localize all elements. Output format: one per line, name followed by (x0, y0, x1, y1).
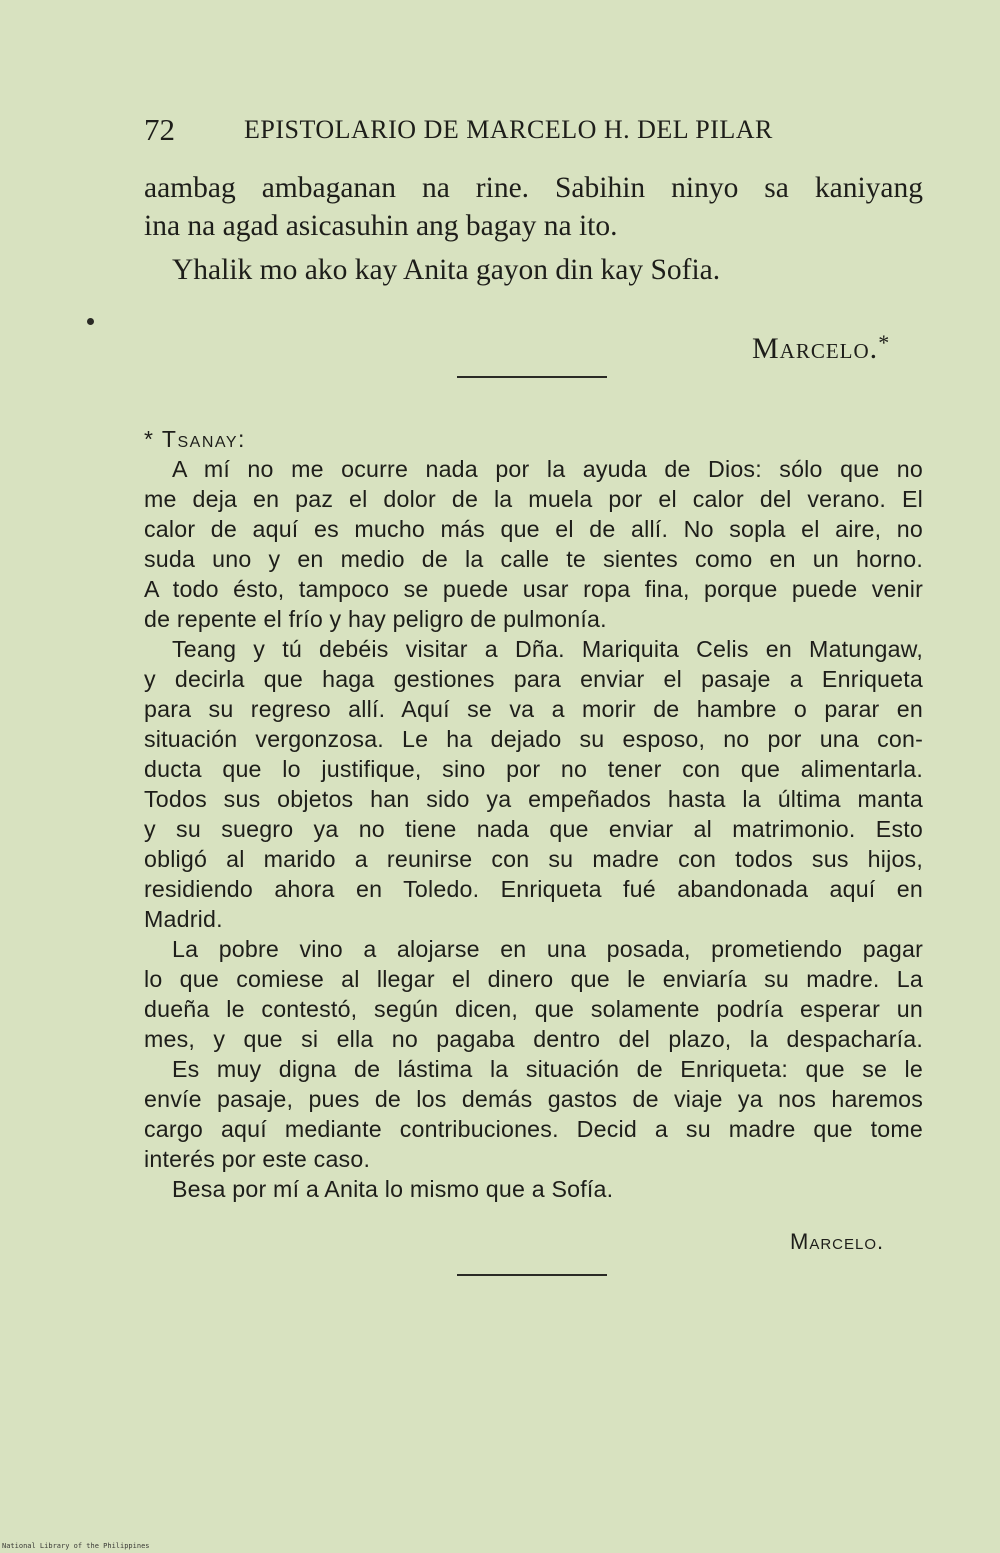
section-divider (457, 376, 607, 378)
footnote-line: A mí no me ocurre nada por la ayuda de Dios: sólo que no (172, 456, 923, 482)
footnote-line: y decirla que haga gestiones para enviar el pasaje a Enriqueta (144, 666, 923, 692)
footnote-line: A todo ésto, tampoco se puede usar ropa fina, porque puede venir (144, 576, 923, 602)
library-credit: National Library of the Philippines (2, 1542, 150, 1550)
footnote-line: dueña le contestó, según dicen, que solamente podría esperar un (144, 996, 923, 1022)
footnote-line: Es muy digna de lástima la situación de Enriqueta: que se le (172, 1056, 923, 1082)
footnote-signature: Marcelo. (790, 1229, 885, 1254)
footnote-line: para su regreso allí. Aquí se va a morir de hambre o parar en (144, 696, 923, 722)
tagalog-line: Yhalik mo ako kay Anita gayon din kay Sofia. (172, 254, 721, 286)
signature-text: Marcelo. (752, 332, 879, 365)
section-divider (457, 1274, 607, 1276)
page-number: 72 (144, 112, 175, 147)
footnote-line: de repente el frío y hay peligro de pulmonía. (144, 606, 607, 632)
footnote-line: interés por este caso. (144, 1146, 371, 1172)
footnote-line: La pobre vino a alojarse en una posada, prometiendo pagar (172, 936, 923, 962)
stray-mark (87, 318, 94, 325)
footnote-line: Teang y tú debéis visitar a Dña. Mariquita Celis en Matungaw, (172, 636, 923, 662)
footnote-marker: * (878, 330, 891, 355)
footnote-line: lo que comiese al llegar el dinero que le enviaría su madre. La (144, 966, 923, 992)
footnote-line: Madrid. (144, 906, 223, 932)
tagalog-line: aambag ambaganan na rine. Sabihin ninyo sa kaniyang (144, 172, 923, 204)
footnote-line: y su suegro ya no tiene nada que enviar al matrimonio. Esto (144, 816, 923, 842)
tagalog-line: ina na agad asicasuhin ang bagay na ito. (144, 210, 618, 242)
footnote-line: calor de aquí es mucho más que el de allí. No sopla el aire, no (144, 516, 923, 542)
footnote-label: * Tsanay: (144, 426, 246, 452)
footnote-line: me deja en paz el dolor de la muela por el calor del verano. El (144, 486, 923, 512)
footnote-line: residiendo ahora en Toledo. Enriqueta fué abandonada aquí en (144, 876, 923, 902)
tagalog-signature (752, 330, 890, 366)
footnote-line: suda uno y en medio de la calle te sientes como en un horno. (144, 546, 923, 572)
footnote-line: obligó al marido a reunirse con su madre con todos sus hijos, (144, 846, 923, 872)
running-title: EPISTOLARIO DE MARCELO H. DEL PILAR (244, 115, 773, 144)
footnote-line: envíe pasaje, pues de los demás gastos de viaje ya nos haremos (144, 1086, 923, 1112)
footnote-line: ducta que lo justifique, sino por no tener con que alimentarla. (144, 756, 923, 782)
footnote-line: situación vergonzosa. Le ha dejado su esposo, no por una con- (144, 726, 923, 752)
footnote-line: cargo aquí mediante contribuciones. Decid a su madre que tome (144, 1116, 923, 1142)
footnote-line: Besa por mí a Anita lo mismo que a Sofía. (172, 1176, 614, 1202)
footnote-line: mes, y que si ella no pagaba dentro del plazo, la despacharía. (144, 1026, 923, 1052)
footnote-line: Todos sus objetos han sido ya empeñados hasta la última manta (144, 786, 923, 812)
page-header (144, 112, 824, 152)
